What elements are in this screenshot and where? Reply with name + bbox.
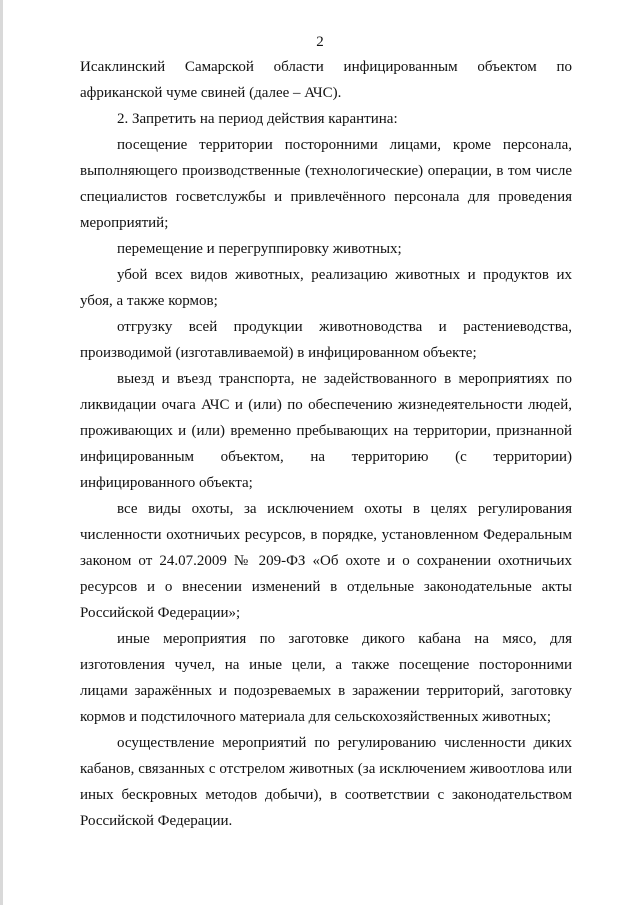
paragraph-7: выезд и въезд транспорта, не задействованного в мероприятиях по ликвидации очага АЧС и (или) по обеспечению жизнедеятельности людей, проживающих и (или) временно пребывающих на территории, признанной инфицированным объектом, на территорию (с территории) инфицированного объекта; <box>80 371 572 491</box>
paragraph-1: Исаклинский Самарской области инфицированным объектом по африканской чуме свиней (далее – АЧС). <box>80 59 572 101</box>
paragraph-4: перемещение и перегруппировку животных; <box>117 241 402 257</box>
paragraph-8: все виды охоты, за исключением охоты в целях регулирования численности охотничьих ресурсов, в порядке, установленном Федеральным законом от 24.07.2009 № 209-ФЗ «Об охоте и о сохранении охотничьих ресурсов и о внесении изменений в отдельные законодательные акты Российской Федерации»; <box>80 501 572 621</box>
scan-edge <box>0 0 3 905</box>
paragraph-6: отгрузку всей продукции животноводства и растениеводства, производимой (изготавливаемой) в инфицированном объекте; <box>80 319 572 361</box>
paragraph-3: посещение территории посторонними лицами, кроме персонала, выполняющего производственные (технологические) операции, в том числе специалистов госветслужбы и привлечённого персонала для проведения мероприятий; <box>80 137 572 231</box>
page-number: 2 <box>316 34 324 50</box>
paragraph-5: убой всех видов животных, реализацию животных и продуктов их убоя, а также кормов; <box>80 267 572 309</box>
paragraph-9: иные мероприятия по заготовке дикого кабана на мясо, для изготовления чучел, на иные цели, а также посещение посторонними лицами заражённых и подозреваемых в заражении территорий, заготовку кормов и подстилочного материала для сельскохозяйственных животных; <box>80 631 572 725</box>
document-body <box>80 54 572 834</box>
paragraph-2: 2. Запретить на период действия карантина: <box>117 111 398 127</box>
paragraph-10: осуществление мероприятий по регулированию численности диких кабанов, связанных с отстрелом животных (за исключением живоотлова или иных бескровных методов добычи), в соответствии с законодательством Российской Федерации. <box>80 735 572 829</box>
